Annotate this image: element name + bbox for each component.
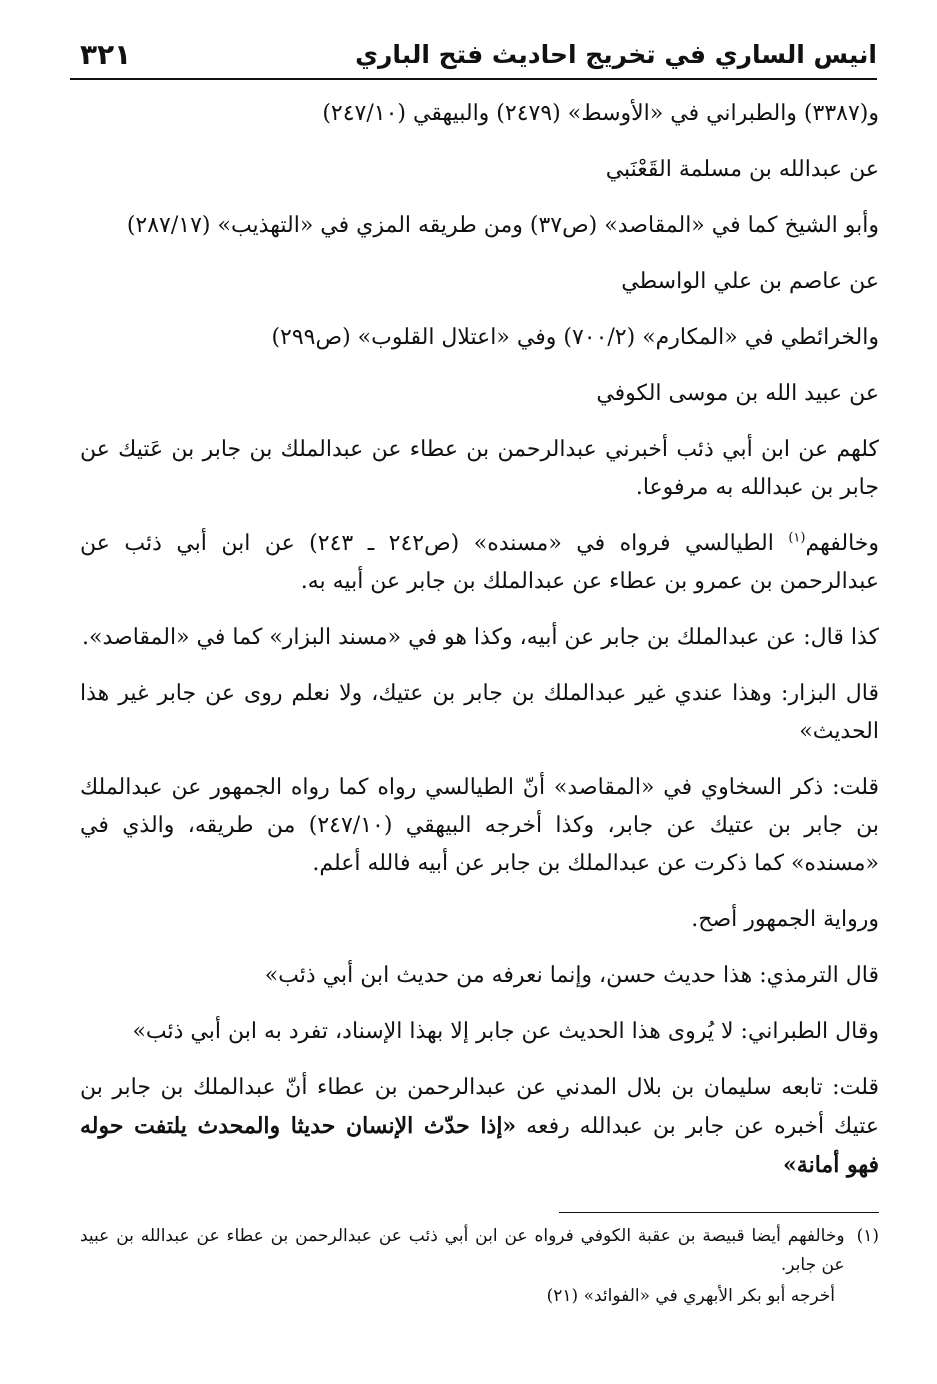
paragraph: والخرائطي في «المكارم» (٧٠٠/٢) وفي «اعتلال القلوب» (ص٢٩٩) xyxy=(271,325,879,350)
paragraph: قال الترمذي: هذا حديث حسن، وإنما نعرفه من حديث ابن أبي ذئب» xyxy=(264,963,879,988)
paragraph: عن عبدالله بن مسلمة القَعْنَبي xyxy=(605,157,879,182)
footnote xyxy=(80,1222,879,1280)
paragraph: عن عاصم بن علي الواسطي xyxy=(621,269,879,294)
paragraph xyxy=(80,1069,879,1185)
paragraph: قال البزار: وهذا عندي غير عبدالملك بن جابر بن عتيك، ولا نعلم روى عن جابر غير هذا الحديث» xyxy=(80,681,879,744)
page-number: ٣٢١ xyxy=(80,38,132,71)
hadith-quote: «إذا حدّث الإنسان حديثا والمحدث يلتفت حوله فهو أمانة» xyxy=(80,1113,879,1178)
footnote-separator xyxy=(559,1212,879,1213)
paragraph-text: الطيالسي فرواه في «مسنده» (ص٢٤٢ ـ ٢٤٣) عن ابن أبي ذئب عن عبدالرحمن بن عمرو بن عطاء عن عبدالملك بن جابر عن أبيه به. xyxy=(80,531,879,594)
paragraph: وأبو الشيخ كما في «المقاصد» (ص٣٧) ومن طريقه المزي في «التهذيب» (٢٨٧/١٧) xyxy=(126,213,879,238)
footnotes xyxy=(80,1222,879,1311)
footnote-number: (١) xyxy=(856,1226,879,1246)
running-title: انيس الساري في تخريج احاديث فتح الباري xyxy=(355,40,877,69)
paragraph: كلهم عن ابن أبي ذئب أخبرني عبدالرحمن بن عطاء عن عبدالملك بن جابر بن عَتيك عن جابر بن عبدالله به مرفوعا. xyxy=(80,437,879,500)
paragraph xyxy=(80,525,879,601)
footnote-text: وخالفهم أيضا قبيصة بن عقبة الكوفي فرواه عن ابن أبي ذئب عن عبدالرحمن بن عطاء عن عبدالله بن عبيد عن جابر. xyxy=(80,1226,845,1275)
paragraph: و(٣٣٨٧) والطبراني في «الأوسط» (٢٤٧٩) والبيهقي (٢٤٧/١٠) xyxy=(322,101,879,126)
paragraph: كذا قال: عن عبدالملك بن جابر عن أبيه، وكذا هو في «مسند البزار» كما في «المقاصد». xyxy=(82,625,879,650)
paragraph-text: وخالفهم xyxy=(805,531,879,556)
paragraph: ورواية الجمهور أصح. xyxy=(691,907,879,932)
paragraph: عن عبيد الله بن موسى الكوفي xyxy=(596,381,879,406)
paragraph: وقال الطبراني: لا يُروى هذا الحديث عن جابر إلا بهذا الإسناد، تفرد به ابن أبي ذئب» xyxy=(132,1019,879,1044)
header-rule xyxy=(70,78,877,80)
page-header xyxy=(70,28,877,80)
main-text xyxy=(80,95,879,1203)
footnote-reference: (١) xyxy=(788,530,806,546)
footnote-text: أخرجه أبو بكر الأبهري في «الفوائد» (٢١) xyxy=(546,1286,835,1306)
paragraph: قلت: ذكر السخاوي في «المقاصد» أنّ الطيالسي رواه كما رواه الجمهور عن عبدالملك بن جابر بن عتيك عن جابر، وكذا أخرجه البيهقي (٢٤٧/١٠) من طريقه، والذي في «مسنده» كما ذكرت عن عبدالملك بن جابر عن أبيه فالله أعلم. xyxy=(80,775,879,876)
paragraph-text: قلت: تابعه سليمان بن بلال المدني عن عبدالرحمن بن عطاء أنّ عبدالملك بن جابر بن عتيك أخبره عن جابر بن عبدالله رفعه xyxy=(80,1075,879,1139)
